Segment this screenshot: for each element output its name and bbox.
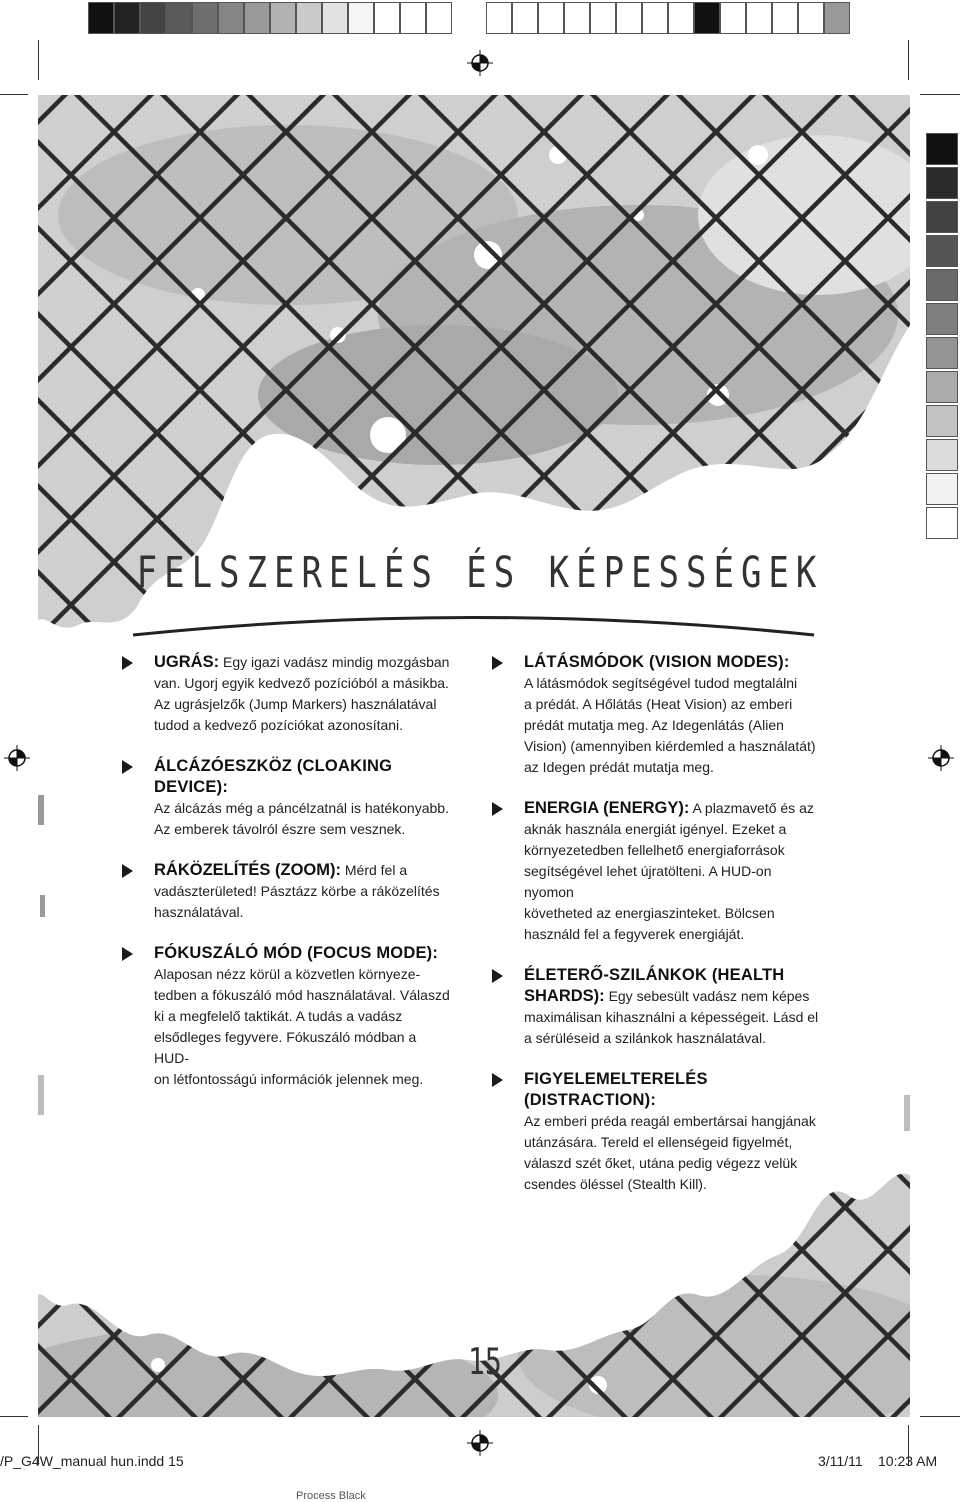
item-text: elsődleges fegyvere. Fókuszáló módban a HUD- [154, 1029, 417, 1066]
item-heading: ENERGIA (ENERGY): [524, 799, 690, 817]
item-heading: LÁTÁSMÓDOK (VISION MODES): [524, 653, 790, 671]
item-text: Vision) (amennyiben kiérdemled a használatát) [524, 738, 816, 754]
item-text: a sérüléseid a szilánkok használatával. [524, 1030, 767, 1046]
bullet-arrow-icon [492, 1073, 503, 1087]
crop-mark [38, 40, 39, 80]
crop-mark [920, 94, 960, 95]
item-text: válaszd szét őket, utána pedig végezz velük [524, 1155, 798, 1171]
right-column [492, 652, 824, 1215]
bullet-arrow-icon [122, 760, 133, 774]
registration-mark-right-icon [928, 745, 954, 771]
list-item-focus-mode [122, 943, 452, 1090]
item-text: környezetedben fellelhető energiaforrások [524, 842, 785, 858]
left-column [122, 652, 452, 1110]
registration-mark-bottom-icon [467, 1430, 493, 1456]
footer-time: 10:23 AM [878, 1453, 938, 1469]
footer-filename: /P_G4W_manual hun.indd 15 [0, 1453, 184, 1469]
bullet-arrow-icon [492, 802, 503, 816]
bullet-arrow-icon [492, 969, 503, 983]
list-item-energy [492, 798, 824, 945]
item-text: tudod a kedvező pozíciókat azonosítani. [154, 717, 404, 733]
item-heading: ÉLETERŐ-SZILÁNKOK (HEALTH [524, 966, 785, 984]
item-heading: FÓKUSZÁLÓ MÓD (FOCUS MODE): [154, 944, 439, 962]
item-text: Az ugrásjelzők (Jump Markers) használatával [154, 696, 437, 712]
item-text: on létfontosságú információk jelennek meg. [154, 1071, 424, 1087]
color-bar-top-right [486, 2, 850, 36]
item-text: A plazmavető és az [692, 800, 814, 816]
list-item-jump [122, 652, 452, 736]
item-heading: FIGYELEMELTERELÉS (DISTRACTION): [524, 1070, 708, 1109]
page-title: FELSZERELÉS ÉS KÉPESSÉGEK [136, 548, 824, 598]
crop-mark [0, 94, 28, 95]
list-item-vision-modes [492, 652, 824, 778]
item-text: van. Ugorj egyik kedvező pozícióból a másikba. [154, 675, 449, 691]
list-item-health-shards [492, 965, 824, 1049]
item-text: aknák használa energiát igényel. Ezeket a [524, 821, 787, 837]
bullet-arrow-icon [122, 947, 133, 961]
item-text: ki a megfelelő taktikát. A tudás a vadász [154, 1008, 403, 1024]
bullet-arrow-icon [492, 656, 503, 670]
item-heading: RÁKÖZELÍTÉS (ZOOM): [154, 861, 341, 879]
item-text: vadászterületed! Pásztázz körbe a ráközelítés [154, 883, 440, 899]
item-heading: SHARDS): [524, 987, 605, 1005]
item-text: használd fel a fegyverek energiáját. [524, 926, 745, 942]
color-bar-right [926, 133, 960, 541]
item-text: Mérd fel a [344, 862, 408, 878]
registration-mark-top-icon [467, 50, 493, 76]
item-text: Az álcázás még a páncélzatnál is hatékonyabb. [154, 800, 449, 816]
list-item-zoom [122, 860, 452, 923]
item-text: Alaposan nézz körül a közvetlen környeze- [154, 966, 421, 982]
color-bar-top-left [88, 2, 452, 36]
item-text: Az emberek távolról észre sem vesznek. [154, 821, 406, 837]
list-item-distraction [492, 1069, 824, 1195]
page-number: 15 [468, 1340, 502, 1383]
item-text: Az emberi préda reagál embertársai hangjának [524, 1113, 816, 1129]
item-heading: ÁLCÁZÓESZKÖZ (CLOAKING DEVICE): [154, 757, 393, 796]
bullet-arrow-icon [122, 656, 133, 670]
item-text: tedben a fókuszáló mód használatával. Válaszd [154, 987, 450, 1003]
item-text: csendes öléssel (Stealth Kill). [524, 1176, 707, 1192]
item-text: maximálisan kihasználni a képességeit. Lásd el [524, 1009, 819, 1025]
bullet-arrow-icon [122, 864, 133, 878]
item-text: prédát mutatja meg. Az Idegenlátás (Alien [524, 717, 784, 733]
item-text: Egy sebesült vadász nem képes [608, 988, 810, 1004]
item-text: az Idegen prédát mutatja meg. [524, 759, 714, 775]
registration-mark-left-icon [4, 745, 30, 771]
footer-color-label: Process Black [296, 1490, 366, 1502]
item-text: a prédát. A Hőlátás (Heat Vision) az emberi [524, 696, 793, 712]
crop-mark [920, 1416, 960, 1417]
item-text: utánzására. Tereld el ellenségeid figyelmét, [524, 1134, 793, 1150]
item-text: Egy igazi vadász mindig mozgásban [222, 654, 450, 670]
crop-mark [0, 1416, 28, 1417]
item-text: segítségével lehet újratölteni. A HUD-on nyomon [524, 863, 772, 900]
footer-date: 3/11/11 [818, 1453, 863, 1469]
item-text: A látásmódok segítségével tudod megtalálni [524, 675, 798, 691]
crop-mark [908, 40, 909, 80]
list-item-cloaking [122, 756, 452, 840]
item-heading: UGRÁS: [154, 653, 220, 671]
item-text: követheted az energiaszinteket. Bölcsen [524, 905, 775, 921]
item-text: használatával. [154, 904, 244, 920]
